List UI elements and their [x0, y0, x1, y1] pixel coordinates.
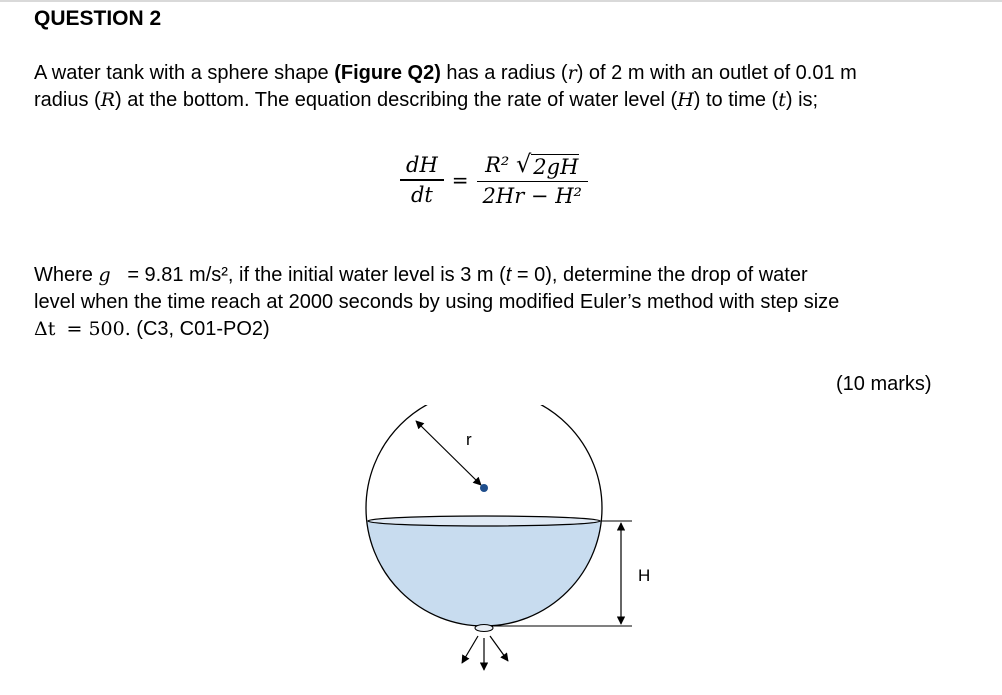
- lhs-numerator: dH: [406, 153, 438, 178]
- lhs-denominator: dt: [410, 182, 433, 207]
- body-text-1: Where: [34, 264, 99, 286]
- water-surface: [368, 516, 600, 526]
- var-t: t: [778, 89, 786, 111]
- top-rule: [0, 0, 1002, 2]
- var-t-italic: t: [505, 264, 512, 286]
- outlet: [475, 625, 493, 632]
- question-heading: QUESTION 2: [34, 7, 162, 30]
- radicand: 2gH: [533, 154, 579, 179]
- intro-text-7: ) is;: [785, 89, 819, 111]
- course-outcome: (C3, C01-PO2): [130, 318, 270, 340]
- intro-text-5: ) at the bottom. The equation describing the rate of water level (: [115, 89, 678, 111]
- body-paragraph: [34, 262, 946, 343]
- var-g: g: [98, 264, 111, 286]
- rhs-r-squared: R²: [485, 152, 510, 177]
- intro-text-2: has a radius (: [440, 62, 568, 84]
- body-text-3: = 0), determine the drop of water: [511, 264, 808, 286]
- sphere-tank-figure: [340, 405, 680, 690]
- center-dot: [480, 484, 488, 492]
- outflow-arrow-left: [462, 636, 478, 663]
- rhs-denominator: 2Hr − H²: [482, 184, 582, 209]
- intro-paragraph: [34, 60, 946, 114]
- step-size-value: = 500.: [66, 318, 131, 340]
- body-text-2: = 9.81 m/s², if the initial water level is 3 m (: [127, 264, 506, 286]
- intro-text-6: ) to time (: [693, 89, 779, 111]
- radical-icon: √: [515, 149, 532, 178]
- body-text-4: level when the time reach at 2000 seconds by using modified Euler’s method with step size: [34, 291, 840, 313]
- intro-text-1: A water tank with a sphere shape: [34, 62, 335, 84]
- delta-t: Δt: [34, 318, 56, 340]
- square-root: [515, 149, 579, 179]
- outflow-arrow-right: [490, 636, 508, 661]
- rhs-fraction: [477, 150, 588, 210]
- figure-reference: (Figure Q2): [334, 62, 441, 84]
- var-H: H: [677, 89, 694, 111]
- var-r: r: [567, 62, 577, 84]
- intro-text-4: radius (: [34, 89, 101, 111]
- marks-label: (10 marks): [836, 373, 932, 395]
- rhs-numerator: [479, 150, 585, 181]
- var-R: R: [100, 89, 116, 111]
- height-label: H: [638, 566, 651, 585]
- lhs-fraction: [400, 151, 444, 208]
- intro-text-3: ) of 2 m with an outlet of 0.01 m: [576, 62, 857, 84]
- equals-sign: =: [451, 168, 469, 192]
- rate-equation: [400, 140, 588, 220]
- radius-label: r: [466, 430, 472, 449]
